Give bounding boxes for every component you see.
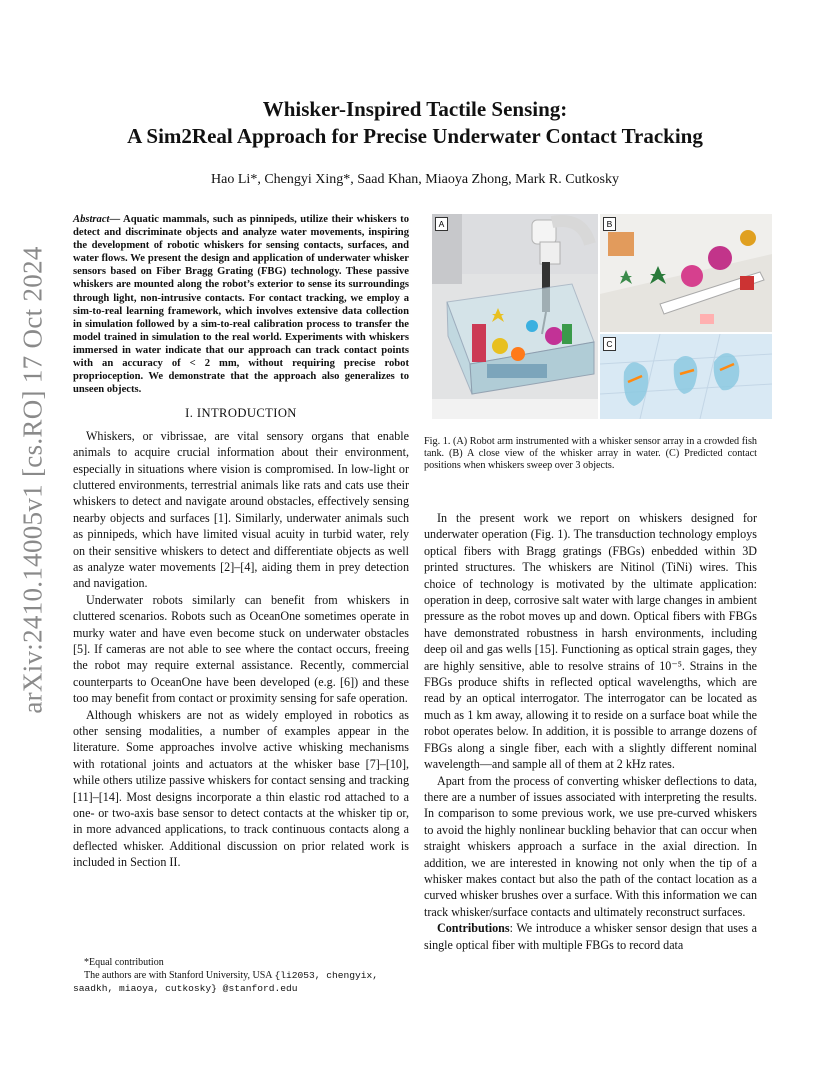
panel-label-a: A bbox=[435, 217, 448, 231]
arxiv-watermark bbox=[8, 0, 58, 1072]
figure-panel-a bbox=[432, 214, 598, 419]
whisker-array-closeup-photo bbox=[600, 214, 772, 332]
left-column bbox=[73, 213, 409, 871]
author-list: Hao Li*, Chengyi Xing*, Saad Khan, Miaoya Zhong, Mark R. Cutkosky bbox=[211, 172, 619, 187]
contributions-label: Contributions bbox=[437, 921, 510, 936]
contributions-text: : We introduce a whisker sensor design that uses a single optical fiber with multiple FBGs to record data bbox=[424, 921, 757, 952]
panel-label-b: B bbox=[603, 217, 616, 231]
right-column bbox=[424, 510, 757, 953]
author-emails: {li2053, chengyix, saadkh, miaoya, cutkosky} @stanford.edu bbox=[73, 970, 379, 994]
arxiv-identifier: arXiv:2410.14005v1 [cs.RO] 17 Oct 2024 bbox=[17, 246, 48, 714]
intro-paragraph: Whiskers, or vibrissae, are vital sensory organs that enable animals to acquire crucial information about their environment, especially in situations where vision is compromised. In low-light or cluttered environments, terrestrial animals like rats and cats use their whiskers to detect and navigate around obstacles, effectively sensing nearby objects and surfaces [1]. Similarly, underwater animals such as pinnipeds, which have limited visual acuity in turbid water, rely on their sensitive whiskers to detect and differentiate objects as well as analyze water movements [2]–[4], aiding them in prey detection and navigation. bbox=[73, 428, 409, 591]
footnote bbox=[73, 956, 409, 995]
abstract bbox=[73, 213, 409, 396]
paper-title bbox=[70, 96, 760, 150]
intro-paragraph: Underwater robots similarly can benefit from whiskers in cluttered scenarios. Robots such as OceanOne sometimes operate in murky water and have even become stuck on underwater obstacles [5]. If cameras are not able to see where the contact occurs, freeing the robot may require external assistance. Recently, commercial counterparts to OceanOne have been developed (e.g. [6]) and these too may benefit from contact or proximity sensing for safe operation. bbox=[73, 592, 409, 706]
figure-panel-b bbox=[600, 214, 772, 332]
panel-label-c: C bbox=[603, 337, 616, 351]
footnote-equal-contribution: *Equal contribution bbox=[84, 957, 164, 968]
figure-1 bbox=[432, 214, 772, 419]
title-line-1: Whisker-Inspired Tactile Sensing: bbox=[262, 97, 568, 121]
abstract-text: — Aquatic mammals, such as pinnipeds, utilize their whiskers to detect and discriminate objects and analyze water movements, inspiring the development of robotic whiskers for sensing contacts, surfaces, and water flows. We present the design and application of underwater whisker sensors based on Fiber Bragg Grating (FBG) technology. These passive whiskers are mounted along the robot’s exterior to sense its surroundings through light, non-intrusive contacts. For contact tracking, we employ a sim-to-real learning framework, which involves extensive data collection in simulation followed by a sim-to-real calibration process to transfer the model trained in simulation to the real world. Experiments with whiskers immersed in water indicate that our approach can track contact points with an accuracy of < 2 mm, without requiring precise robot proprioception. We demonstrate that the approach also generalizes to unseen objects. bbox=[73, 214, 409, 396]
right-paragraph: In the present work we report on whiskers designed for underwater operation (Fig. 1). The transduction technology employs optical fibers with Bragg gratings (FBGs) enbedded within 3D printed structures. The whiskers are Nitinol (TiNi) wires. This choice of technology is motivated by the ultimate application: operation in deep, corrosive salt water with large changes in ambient pressure as the robot moves up and down. Optical fibers with FBGs have demonstrated robustness in harsh environments, including deep oil and gas wells [15]. Functioning as optical strain gages, they are highly sensitive, able to resolve strains of 10⁻⁵. Strains in the FBGs produce shifts in reflected optical wavelengths, which are read by an optical interrogator. The interrogator can be located as much as 1 km away, allowing it to reside on a surface boat while the robot operates below. In addition, it is possible to arrange dozens of FBGs along a single fiber, each with a slightly different nominal wavelength—and sample all of them at 2 kHz rates. bbox=[424, 511, 757, 772]
contributions-paragraph bbox=[424, 920, 757, 953]
figure-1-caption: Fig. 1. (A) Robot arm instrumented with a whisker sensor array in a crowded fish tank. (B) A close view of the whisker array in water. (C) Predicted contact positions when whiskers sweep over 3 objects. bbox=[424, 436, 757, 472]
section-heading-introduction: I. INTRODUCTION bbox=[185, 406, 297, 421]
robot-fish-tank-photo bbox=[432, 214, 598, 419]
figure-panel-c bbox=[600, 334, 772, 419]
title-line-2: A Sim2Real Approach for Precise Underwater Contact Tracking bbox=[127, 124, 703, 148]
intro-paragraph: Although whiskers are not as widely employed in robotics as other sensing modalities, a number of examples appear in the literature. Some approaches involve active whisking mechanisms with rotational joints and actuators at the whisker base [7]–[10], while others utilize passive whiskers for contact sensing and tracking [11]–[14]. Most designs incorporate a thin elastic rod attached to a one- or two-axis base sensor to detect contacts at the whisker tip or, in more advanced applications, to track continuous contacts along a deflected whisker. Additional discussion on prior related work is included in Section II. bbox=[73, 707, 409, 870]
affiliation-text: The authors are with Stanford University, USA bbox=[84, 970, 275, 981]
abstract-label: Abstract bbox=[73, 214, 110, 225]
right-paragraph: Apart from the process of converting whisker deflections to data, there are a number of issues associated with interpreting the results. In comparison to some previous work, we use pre-curved whiskers to avoid the highly nonlinear buckling behavior that can occur when straight whiskers approach a surface in the axial direction. In addition, we are interested in knowing not only when the tip of a whisker makes contact but also the path of the contact location as a curved whisker brushes over a surface. With this information we can track whisker/surface contacts and ultimately reconstruct surfaces. bbox=[424, 773, 757, 919]
predicted-contacts-render bbox=[600, 334, 772, 419]
footnote-affiliation bbox=[73, 969, 409, 995]
